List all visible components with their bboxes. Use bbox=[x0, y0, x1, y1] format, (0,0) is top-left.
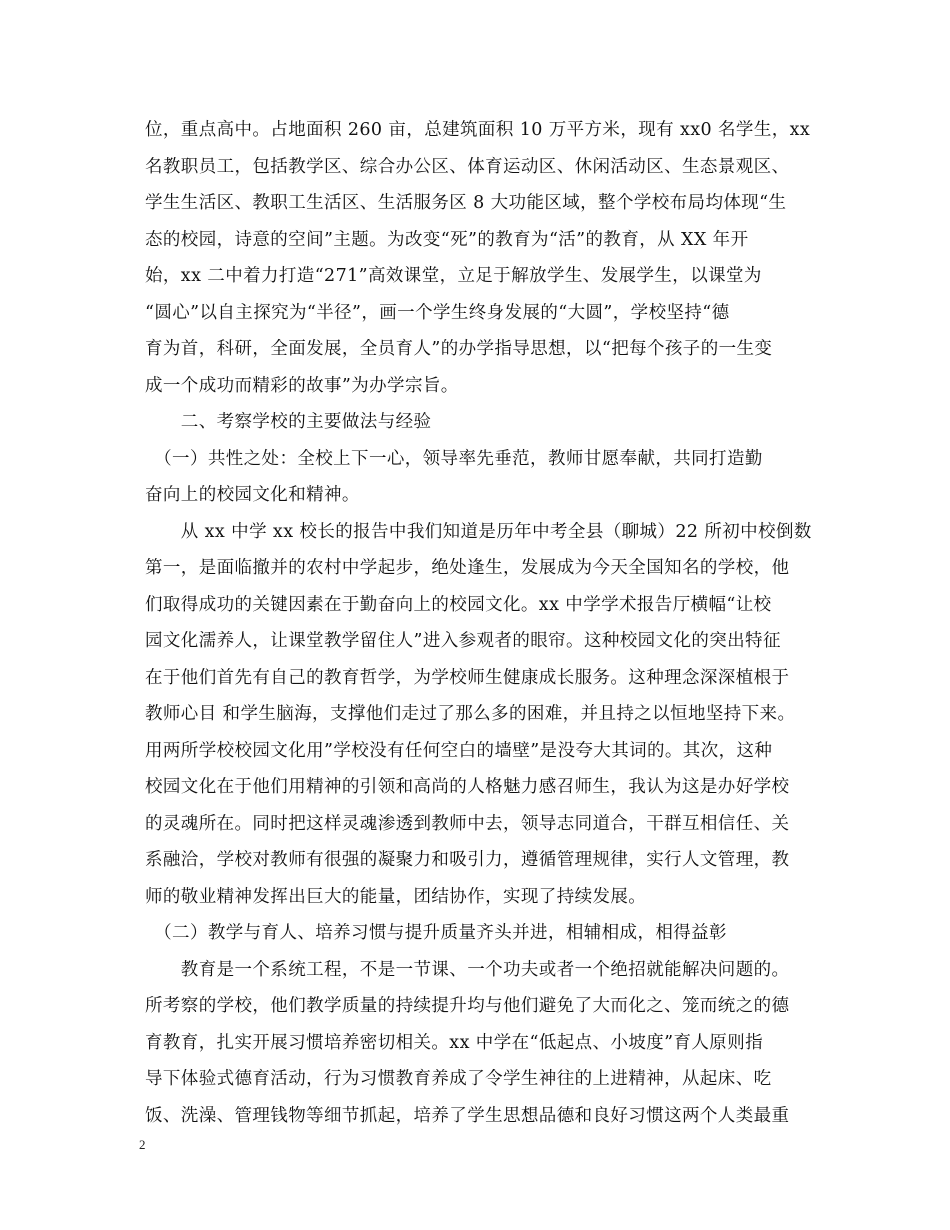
body-line: 教师心目 和学生脑海，支撑他们走过了那么多的困难，并且持之以恒地坚持下来。 bbox=[145, 704, 796, 724]
body-line: 始，xx 二中着力打造“271”高效课堂，立足于解放学生、发展学生，以课堂为 bbox=[145, 266, 762, 286]
body-line: 所考察的学校，他们教学质量的持续提升均与他们避免了大而化之、笼而统之的德 bbox=[145, 996, 790, 1016]
body-line: 第一，是面临撤并的农村中学起步，绝处逢生，发展成为今天全国知名的学校，他 bbox=[145, 558, 790, 578]
body-line: 育教育，扎实开展习惯培养密切相关。xx 中学在“低起点、小坡度”育人原则指 bbox=[145, 1032, 763, 1053]
body-line: 校园文化在于他们用精神的引领和高尚的人格魅力感召师生，我认为这是办好学校 bbox=[145, 777, 790, 797]
body-line: 育为首，科研，全面发展，全员育人”的办学指导思想，以“把每个孩子的一生变 bbox=[145, 339, 773, 359]
body-line: 系融洽，学校对教师有很强的凝聚力和吸引力，遵循管理规律，实行人文管理，教 bbox=[145, 850, 790, 870]
body-line: 园文化濡养人，让课堂教学留住人”进入参观者的眼帘。这种校园文化的突出特征 bbox=[145, 631, 781, 651]
body-line: 在于他们首先有自己的教育哲学，为学校师生健康成长服务。这种理念深深植根于 bbox=[145, 667, 790, 688]
page-number: 2 bbox=[139, 1137, 146, 1152]
body-line: “圆心”以自主探究为“半径”，画一个学生终身发展的“大圆”，学校坚持“德 bbox=[145, 302, 730, 323]
body-line: 态的校园，诗意的空间”主题。为改变“死”的教育为“活”的教育，从 XX 年开 bbox=[145, 229, 749, 250]
body-line: 成一个成功而精彩的故事”为办学宗旨。 bbox=[145, 375, 459, 396]
subsection-heading: （二）教学与育人、培养习惯与提升质量齐头并进，相辅相成，相得益彰 bbox=[145, 923, 727, 943]
document-body bbox=[145, 112, 825, 1134]
body-line: 的灵魂所在。同时把这样灵魂渗透到教师中去，领导志同道合，干群互相信任、关 bbox=[145, 813, 790, 834]
body-line: 们取得成功的关键因素在于勤奋向上的校园文化。xx 中学学术报告厅横幅“让校 bbox=[145, 594, 772, 615]
body-line: 饭、洗澡、管理钱物等细节抓起，培养了学生思想品德和良好习惯这两个人类最重 bbox=[145, 1105, 790, 1126]
body-line: 导下体验式德育活动，行为习惯教育养成了令学生神往的上进精神，从起床、吃 bbox=[145, 1069, 772, 1089]
body-line: 用两所学校校园文化用”学校没有任何空白的墙壁”是没夸大其词的。其次，这种 bbox=[145, 740, 773, 761]
body-line: 名教职员工，包括教学区、综合办公区、体育运动区、休闲活动区、生态景观区、 bbox=[145, 156, 790, 177]
body-line: 学生生活区、教职工生活区、生活服务区 8 大功能区域，整个学校布局均体现“生 bbox=[145, 193, 787, 213]
subsection-heading: （一）共性之处：全校上下一心，领导率先垂范，教师甘愿奉献，共同打造勤 bbox=[145, 448, 763, 469]
body-line: 师的敬业精神发挥出巨大的能量，团结协作，实现了持续发展。 bbox=[145, 886, 647, 907]
body-line: 教育是一个系统工程，不是一节课、一个功夫或者一个绝招就能解决问题的。 bbox=[145, 959, 790, 980]
body-line: 从 xx 中学 xx 校长的报告中我们知道是历年中考全县（聊城）22 所初中校倒数 bbox=[145, 521, 812, 542]
body-line: 奋向上的校园文化和精神。 bbox=[145, 485, 360, 505]
section-heading: 二、考察学校的主要做法与经验 bbox=[145, 412, 432, 432]
body-line: 位，重点高中。占地面积 260 亩，总建筑面积 10 万平方米，现有 xx0 名学生，xx bbox=[145, 120, 811, 140]
